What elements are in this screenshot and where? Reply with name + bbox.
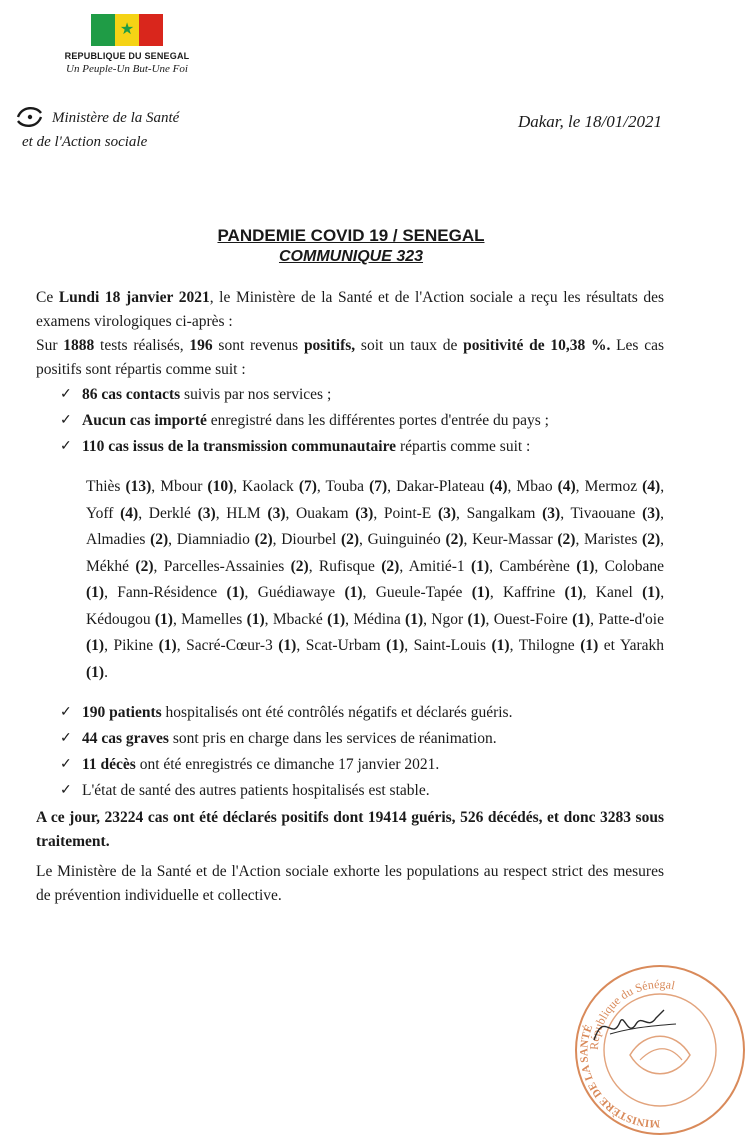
location-item [396, 478, 507, 495]
check-icon: ✓ [60, 757, 72, 772]
location-name: Sangalkam [466, 504, 543, 522]
location-item [414, 637, 510, 654]
location-item [281, 531, 359, 548]
location-item [376, 584, 490, 601]
location-count: (1) [226, 584, 245, 601]
location-name: Mbacké [272, 610, 328, 628]
location-item [177, 531, 273, 548]
location-item [149, 505, 216, 522]
ministry-logo-icon [14, 104, 46, 130]
location-count: (10) [207, 478, 234, 495]
location-count: (1) [467, 610, 486, 628]
republic-header [38, 14, 216, 75]
location-name: Dakar-Plateau [396, 478, 490, 495]
location-count: (1) [246, 610, 265, 628]
location-item [113, 637, 176, 654]
location-count: (4) [489, 478, 508, 495]
location-name: Almadies [86, 531, 151, 548]
location-name: Colobane [604, 557, 665, 575]
report-day: Lundi 18 janvier 2021 [58, 289, 210, 306]
location-item [326, 478, 388, 495]
location-count: (2) [150, 531, 169, 548]
location-count: (1) [386, 637, 405, 654]
location-count: (1) [572, 610, 591, 628]
location-name: Mbour [160, 478, 208, 495]
location-count: (2) [290, 557, 309, 575]
star-icon: ★ [115, 14, 139, 46]
location-name: Parcelles-Assainies [163, 557, 291, 575]
list-item: ✓ Aucun cas importé enregistré dans les différentes portes d'entrée du pays ; [60, 408, 664, 434]
location-name: Médina [353, 610, 406, 628]
locations-list: Thiès (13), Mbour (10), Kaolack (7), Touba (7), Dakar-Plateau (4), Mbao (4), Mermoz (4), Yoff (4), Derklé (3), HLM (3), Ouakam (3), Point-E (3), Sangalkam (3), Tivaouane (3), Almadies (2), Diamniadio (2), Diourbel (2), Guinguinéo (2), Keur-Massar (2), Maristes (2), Mékhé (2), Parcelles-Assainies (2), Rufisque (2), Amitié-1 (1), Cambérène (1), Colobane (1), Fann-Résidence (1), Guédiawaye (1), Gueule-Tapée (1), Kaffrine (1), Kanel (1), Kédougou (1), Mamelles (1), Mbacké (1), Médina (1), Ngor (1), Ouest-Foire (1), Patte-d'oie (1), Pikine (1), Sacré-Cœur-3 (1), Scat-Urbam (1), Saint-Louis (1), Thilogne (1) et Yarakh (1). [86, 478, 665, 681]
location-count: (1) [405, 610, 424, 628]
location-count: (1) [154, 610, 173, 628]
ministry-header [14, 104, 179, 154]
stamp-text-side: MINISTÈRE DE LA SANTÉ [578, 1023, 661, 1130]
location-item [431, 611, 485, 628]
location-count: (2) [445, 531, 464, 548]
stamp-text-top: République du Sénégal [586, 976, 677, 1051]
location-name: Fann-Résidence [117, 584, 227, 601]
ministry-name-line1: Ministère de la Santé [52, 110, 180, 126]
check-icon: ✓ [60, 413, 72, 428]
outcomes-list [60, 700, 664, 804]
location-count: (1) [564, 584, 583, 601]
location-name: Mamelles [181, 610, 247, 628]
check-icon: ✓ [60, 387, 72, 402]
location-item [472, 531, 575, 548]
list-item: ✓ 110 cas issus de la transmission communautaire répartis comme suit : [60, 434, 664, 460]
location-name: Patte-d'oie [598, 610, 664, 628]
location-item [519, 637, 599, 654]
location-name: Saint-Louis [413, 637, 492, 654]
list-item: ✓ L'état de santé des autres patients hospitalisés est stable. [60, 778, 664, 804]
location-count: (1) [642, 584, 661, 601]
location-name: Touba [325, 478, 370, 495]
location-item [181, 611, 265, 628]
location-name: Tivaouane [570, 504, 643, 522]
location-count: (4) [557, 478, 576, 495]
location-name: Gueule-Tapée [375, 584, 472, 601]
location-name: Kédougou [86, 610, 155, 628]
cumulative-summary: A ce jour, 23224 cas ont été déclarés positifs dont 19414 guéris, 526 décédés, et donc 3283 sous traitement. [36, 809, 664, 850]
location-item [467, 505, 561, 522]
location-item [585, 478, 661, 495]
location-item [296, 505, 373, 522]
location-item [242, 478, 317, 495]
location-name: Kanel [595, 584, 643, 601]
list-item: ✓ 44 cas graves sont pris en charge dans les services de réanimation. [60, 726, 664, 752]
location-name: Point-E [383, 504, 438, 522]
location-item [571, 505, 661, 522]
location-item [86, 478, 151, 495]
location-item [86, 611, 173, 628]
location-count: (2) [381, 557, 400, 575]
location-item [160, 478, 233, 495]
location-name: Guédiawaye [257, 584, 345, 601]
location-count: (4) [642, 478, 661, 495]
location-item [368, 531, 464, 548]
location-item [258, 584, 363, 601]
ministry-name-line2: et de l'Action sociale [22, 134, 148, 150]
location-count: (1) [86, 663, 105, 681]
location-name: Thilogne [518, 637, 581, 654]
location-item [516, 478, 575, 495]
location-name: Ouest-Foire [493, 610, 573, 628]
location-name: Diourbel [281, 531, 341, 548]
location-count: (2) [642, 531, 661, 548]
location-count: (1) [344, 584, 363, 601]
location-count: (3) [642, 504, 661, 522]
location-item [86, 505, 138, 522]
official-stamp-icon [570, 960, 750, 1140]
location-name: HLM [226, 504, 268, 522]
location-count: (1) [278, 637, 297, 654]
location-name: Ouakam [296, 504, 356, 522]
positive-count: 196 [189, 337, 213, 354]
location-count: (1) [327, 610, 346, 628]
location-count: (3) [542, 504, 561, 522]
check-icon: ✓ [60, 439, 72, 454]
location-name: Mermoz [584, 478, 643, 495]
location-name: Cambérène [499, 557, 577, 575]
location-item [584, 531, 660, 548]
closing-paragraph: Le Ministère de la Santé et de l'Action sociale exhorte les populations au respect strict des mesures de prévention individuelle et collective. [36, 863, 664, 904]
location-count: (7) [369, 478, 388, 495]
location-name: Keur-Massar [472, 531, 558, 548]
location-item [503, 584, 583, 601]
check-icon: ✓ [60, 783, 72, 798]
location-item [499, 558, 594, 575]
location-item [186, 637, 296, 654]
location-item [596, 584, 660, 601]
location-count: (3) [197, 504, 216, 522]
location-item [86, 531, 168, 548]
positivity-rate: positivité de 10,38 %. [463, 337, 611, 354]
location-item [319, 558, 399, 575]
tests-count: 1888 [63, 337, 95, 354]
location-name: Ngor [431, 610, 468, 628]
location-name: Derklé [148, 504, 198, 522]
location-name: Pikine [113, 637, 159, 654]
document-date: Dakar, le 18/01/2021 [517, 112, 662, 131]
location-name: Scat-Urbam [305, 637, 387, 654]
location-item [164, 558, 309, 575]
document-title: PANDEMIE COVID 19 / SENEGAL [217, 226, 485, 245]
location-count: (7) [298, 478, 317, 495]
location-item [384, 505, 456, 522]
communique-body [36, 286, 664, 908]
location-count: (3) [437, 504, 457, 522]
location-count: (1) [86, 637, 105, 654]
location-item [409, 558, 489, 575]
location-count: (4) [120, 504, 139, 522]
tests-paragraph: Sur 1888 tests réalisés, 196 sont revenus positifs, soit un taux de positivité de 10,38 %. Les cas positifs sont répartis comme suit : [36, 337, 664, 378]
senegal-flag-icon [91, 14, 163, 46]
location-name: Thiès [86, 478, 126, 495]
location-name: Diamniadio [176, 531, 255, 548]
location-count: (1) [580, 637, 599, 654]
location-count: (2) [557, 531, 576, 548]
location-count: (1) [471, 557, 490, 575]
location-count: (3) [355, 504, 374, 522]
location-name: Rufisque [318, 557, 382, 575]
location-count: (1) [471, 584, 490, 601]
signature-icon [590, 1000, 680, 1050]
location-count: (2) [254, 531, 273, 548]
location-item [86, 558, 153, 575]
location-name: Sacré-Cœur-3 [186, 637, 279, 654]
national-motto: Un Peuple-Un But-Une Foi [66, 63, 188, 75]
location-name: Mbao [516, 478, 558, 495]
location-name: Yoff [86, 504, 121, 522]
republic-name: REPUBLIQUE DU SENEGAL [64, 51, 190, 61]
location-count: (2) [340, 531, 360, 548]
check-icon: ✓ [60, 731, 72, 746]
location-count: (1) [158, 637, 177, 654]
location-count: (1) [86, 584, 105, 601]
location-count: (1) [576, 557, 595, 575]
list-item: ✓ 86 cas contacts suivis par nos services ; [60, 382, 664, 408]
location-name: Amitié-1 [408, 557, 472, 575]
location-name: Yarakh [619, 637, 665, 654]
location-count: (1) [491, 637, 510, 654]
location-item [306, 637, 405, 654]
list-item: ✓ 190 patients hospitalisés ont été contrôlés négatifs et déclarés guéris. [60, 700, 664, 726]
location-item [117, 584, 244, 601]
intro-paragraph: Ce Lundi 18 janvier 2021, le Ministère de la Santé et de l'Action sociale a reçu les résultats des examens virologiques ci-après : [36, 289, 665, 330]
location-item [226, 505, 285, 522]
location-name: Maristes [583, 531, 643, 548]
list-item: ✓ 11 décès ont été enregistrés ce dimanche 17 janvier 2021. [60, 752, 664, 778]
document-subtitle: COMMUNIQUE 323 [278, 248, 424, 265]
location-item [353, 611, 423, 628]
location-name: Kaffrine [503, 584, 565, 601]
location-name: Guinguinéo [367, 531, 446, 548]
location-item [273, 611, 345, 628]
case-breakdown-list [60, 382, 664, 460]
location-count: (13) [125, 478, 152, 495]
location-count: (3) [267, 504, 286, 522]
location-name: Mékhé [86, 557, 136, 575]
location-item [494, 611, 590, 628]
location-name: Kaolack [242, 478, 299, 495]
check-icon: ✓ [60, 705, 72, 720]
location-count: (2) [135, 557, 154, 575]
